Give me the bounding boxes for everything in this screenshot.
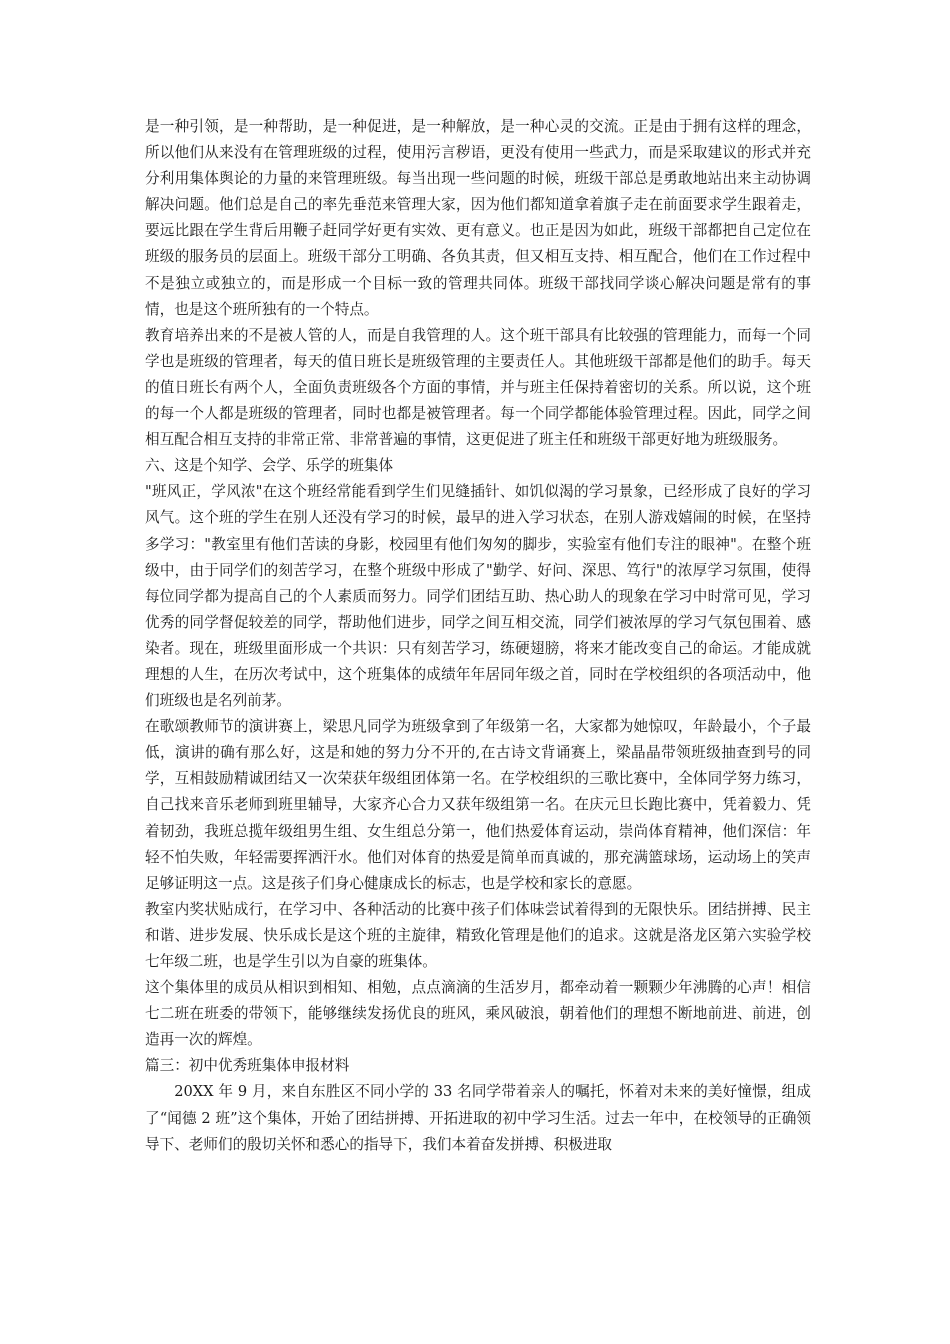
- paragraph-class-leadership: 是一种引领，是一种帮助，是一种促进，是一种解放，是一种心灵的交流。正是由于拥有这样的理念，所以他们从来没有在管理班级的过程，使用污言秽语，更没有使用一些武力，而是采取建议的形式并充分利用集体舆论的力量的来管理班级。每当出现一些问题的时候，班级干部总是勇敢地站出来主动协调解决问题。他们总是自己的率先垂范来管理大家，因为他们都知道拿着旗子走在前面要求学生跟着走，要远比跟在学生背后用鞭子赶同学好更有实效、更有意义。也正是因为如此，班级干部都把自己定位在班级的服务员的层面上。班级干部分工明确、各负其责，但又相互支持、相互配合，他们在工作过程中不是独立或独立的，而是形成一个目标一致的管理共同体。班级干部找同学谈心解决问题是常有的事情，也是这个班所独有的一个特点。: [145, 118, 811, 318]
- section-heading-six: 六、这是个知学、会学、乐学的班集体: [145, 457, 394, 475]
- document-body: [145, 114, 811, 1158]
- paragraph-closing: 这个集体里的成员从相识到相知、相勉，点点滴滴的生活岁月，都牵动着一颗颗少年沸腾的心声！相信七二班在班委的带领下，能够继续发扬优良的班风，乘风破浪，朝着他们的理想不断地前进、前进，创造再一次的辉煌。: [145, 979, 811, 1049]
- paragraph-awards: 教室内奖状贴成行，在学习中、各种活动的比赛中孩子们体味尝试着得到的无限快乐。团结拼搏、民主和谐、进步发展、快乐成长是这个班的主旋律，精致化管理是他们的追求。这就是洛龙区第六实验学校七年级二班，也是学生引以为自豪的班集体。: [145, 900, 811, 970]
- paragraph-study-atmosphere: "班风正，学风浓"在这个班经常能看到学生们见缝插针、如饥似渴的学习景象，已经形成了良好的学习风气。这个班的学生在别人还没有学习的时候，最早的进入学习状态，在别人游戏嬉闹的时候，在坚持多学习："教室里有他们苦读的身影，校园里有他们匆匆的脚步，实验室有他们专注的眼神"。在整个班级中，由于同学们的刻苦学习，在整个班级中形成了"勤学、好问、深思、笃行"的浓厚学习氛围，使得每位同学都为提高自己的个人素质而努力。同学们团结互助、热心助人的现象在学习中时常可见，学习优秀的同学督促较差的同学，帮助他们进步，同学之间互相交流，同学们被浓厚的学习气氛包围着、感染者。现在，班级里面形成一个共识：只有刻苦学习，练硬翅膀，将来才能改变自己的命运。才能成就理想的人生，在历次考试中，这个班集体的成绩年年居同年级之首，同时在学校组织的各项活动中，他们班级也是名列前茅。: [145, 483, 811, 710]
- paragraph-self-management: 教育培养出来的不是被人管的人，而是自我管理的人。这个班干部具有比较强的管理能力，而每一个同学也是班级的管理者，每天的值日班长是班级管理的主要责任人。其他班级干部都是他们的助手。每天的值日班长有两个人，全面负责班级各个方面的事情，并与班主任保持着密切的关系。所以说，这个班的每一个人都是班级的管理者，同时也都是被管理者。每一个同学都能体验管理过程。因此，同学之间相互配合相互支持的非常正常、非常普遍的事情，这更促进了班主任和班级干部更好地为班级服务。: [145, 326, 811, 449]
- paragraph-part-three-intro: 20XX 年 9 月，来自东胜区不同小学的 33 名同学带着亲人的嘱托，怀着对未来的美好憧憬，组成了“闻德 2 班”这个集体，开始了团结拼搏、开拓进取的初中学习生活。过去一年中，在校领导的正确领导下、老师们的殷切关怀和悉心的指导下，我们本着奋发拼搏、积极进取: [145, 1083, 811, 1153]
- section-heading-part-three: 篇三：初中优秀班集体申报材料: [145, 1057, 350, 1075]
- paragraph-competitions: 在歌颂教师节的演讲赛上，梁思凡同学为班级拿到了年级第一名，大家都为她惊叹，年龄最小，个子最低，演讲的确有那么好，这是和她的努力分不开的,在古诗文背诵赛上，梁晶晶带领班级抽查到号的同学，互相鼓励精诚团结又一次荣获年级组团体第一名。在学校组织的三歌比赛中，全体同学努力练习，自己找来音乐老师到班里辅导，大家齐心合力又获年级组第一名。在庆元旦长跑比赛中，凭着毅力、凭着韧劲，我班总揽年级组男生组、女生组总分第一，他们热爱体育运动，崇尚体育精神，他们深信：年轻不怕失败，年轻需要挥洒汗水。他们对体育的热爱是简单而真诚的，那充满篮球场，运动场上的笑声足够证明这一点。这是孩子们身心健康成长的标志，也是学校和家长的意愿。: [145, 718, 811, 892]
